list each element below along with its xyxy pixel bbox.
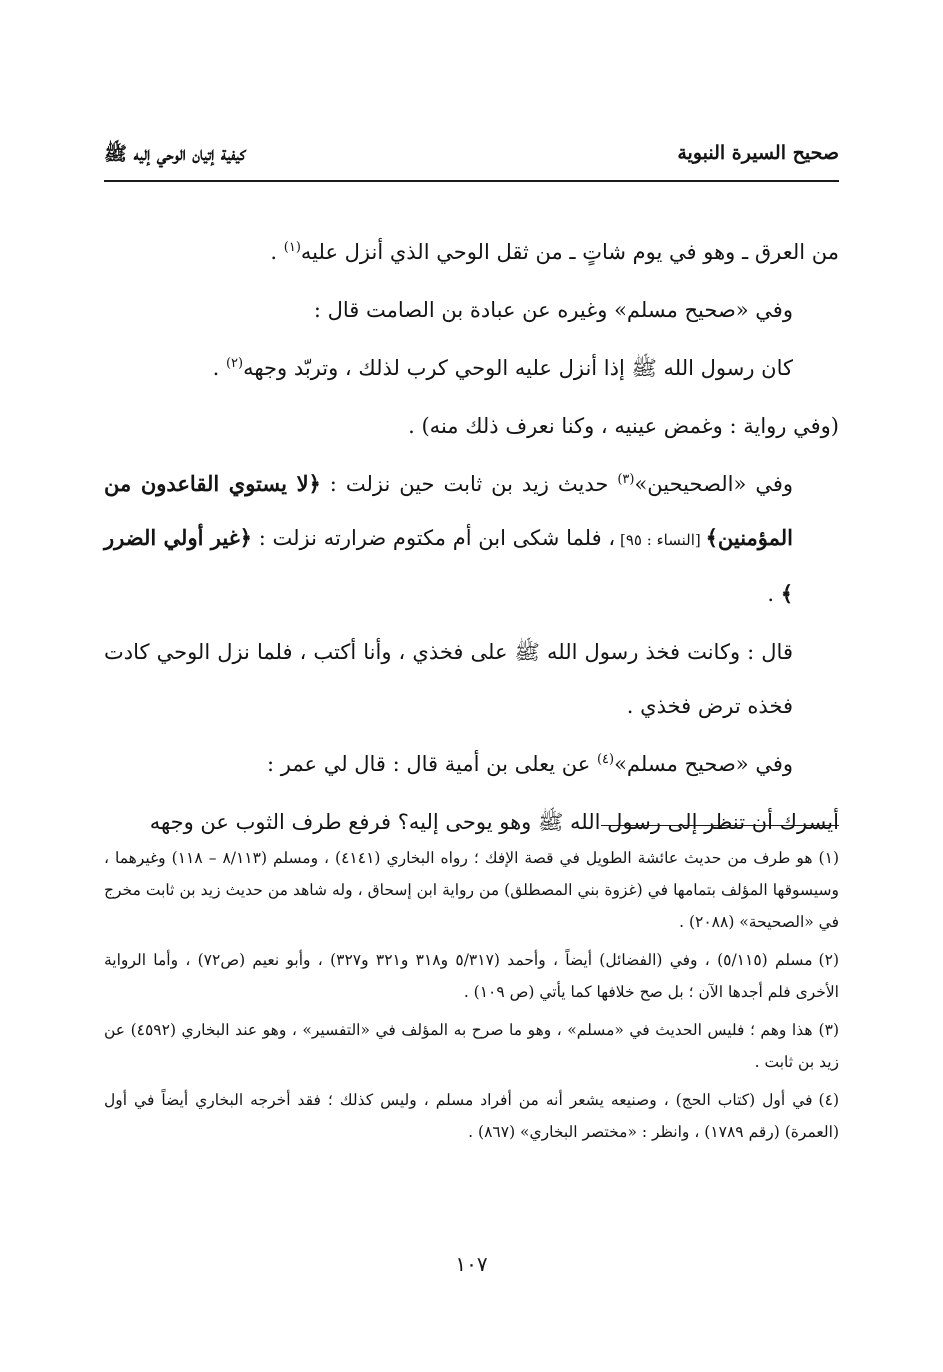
quran-verse: ﴿غير أولي الضرر ﴾	[104, 525, 793, 606]
footnote-ref: (١)	[283, 240, 301, 255]
chapter-title: كيفية إتيان الوحي إليه ﷺ	[104, 143, 246, 165]
footnote-ref: (٤)	[596, 752, 615, 767]
page-number: ١٠٧	[455, 1252, 488, 1276]
footnote-number: (٤)	[818, 1091, 839, 1109]
book-title: صحيح السيرة النبوية	[677, 142, 839, 164]
paragraph: أيسرك أن تنظر إلى رسول الله ﷺ وهو يوحى إليه؟ فرفع طرف الثوب عن وجهه	[149, 810, 839, 834]
footnote-text: هذا وهم ؛ فليس الحديث في «مسلم» ، وهو ما صرح به المؤلف في «التفسير» ، وهو عند البخاري (٤٥٩٢) عن زيد بن ثابت .	[104, 1021, 839, 1071]
footnotes	[104, 842, 839, 1154]
paragraph: من العرق ـ وهو في يوم شاتٍ ـ من ثقل الوحي الذي أنزل عليه$^{(١)}$ .	[270, 240, 839, 264]
paragraph: (وفي رواية : وغمض عينيه ، وكنا نعرف ذلك منه) .	[408, 414, 839, 438]
footnote-divider	[601, 825, 839, 826]
footnote-text: مسلم (٥/١١٥) ، وفي (الفضائل) أيضاً ، وأحمد (٥/٣١٧ و٣١٨ و٣٢١ و٣٢٧) ، وأبو نعيم (ص٧٢) ، وأما الرواية الأخرى فلم أجدها الآن ؛ بل صح خلافها كما يأتي (ص ١٠٩) .	[104, 951, 839, 1001]
verse-reference: [النساء : ٩٥]	[615, 531, 706, 549]
paragraph: وفي «صحيح مسلم»$^{(٤)}$ عن يعلى بن أمية قال : قال لي عمر :	[267, 752, 793, 776]
footnote-number: (٢)	[818, 951, 839, 969]
quran-verse: ﴿لا يستوي القاعدون من المؤمنين﴾	[104, 471, 794, 550]
paragraph: كان رسول الله ﷺ إذا أنزل عليه الوحي كرب لذلك ، وتربّد وجهه$^{(٢)}$ .	[212, 356, 793, 380]
running-header	[104, 142, 839, 182]
footnote	[104, 1014, 839, 1078]
paragraph: وفي «صحيح مسلم» وغيره عن عبادة بن الصامت قال :	[313, 298, 793, 322]
paragraph: وفي «الصحيحين»$^{(٣)}$ حديث زيد بن ثابت حين نزلت : ﴿لا يستوي القاعدون من المؤمنين﴾ [النساء : ٩٥] ، فلما شكى ابن أم مكتوم ضرارته نزلت : ﴿غير أولي الضرر ﴾ .	[104, 471, 794, 606]
header-divider	[104, 180, 839, 182]
footnote	[104, 944, 839, 1008]
footnote-number: (١)	[818, 849, 839, 867]
footnote-ref: (٢)	[225, 356, 244, 371]
main-text	[104, 225, 839, 853]
footnote-number: (٣)	[818, 1021, 839, 1039]
footnote-text: في أول (كتاب الحج) ، وصنيعه يشعر أنه من أفراد مسلم ، وليس كذلك ؛ فقد أخرجه البخاري أيضاً في أول (العمرة) (رقم ١٧٨٩) ، وانظر : «مختصر البخاري» (٨٦٧) .	[104, 1091, 839, 1141]
footnote	[104, 1084, 839, 1148]
paragraph: قال : وكانت فخذ رسول الله ﷺ على فخذي ، وأنا أكتب ، فلما نزل الوحي كادت فخذه ترض فخذي .	[104, 640, 793, 718]
footnote-text: هو طرف من حديث عائشة الطويل في قصة الإفك ؛ رواه البخاري (٤١٤١) ، ومسلم (٨/١١٣ – ١١٨) وغيرهما ، وسيسوقها المؤلف بتمامها في (غزوة بني المصطلق) من رواية ابن إسحاق ، وله شاهد من حديث زيد بن ثابت مخرج في «الصحيحة» (٢٠٨٨) .	[104, 849, 839, 931]
footnote	[104, 842, 839, 938]
footnote-ref: (٣)	[617, 472, 635, 487]
